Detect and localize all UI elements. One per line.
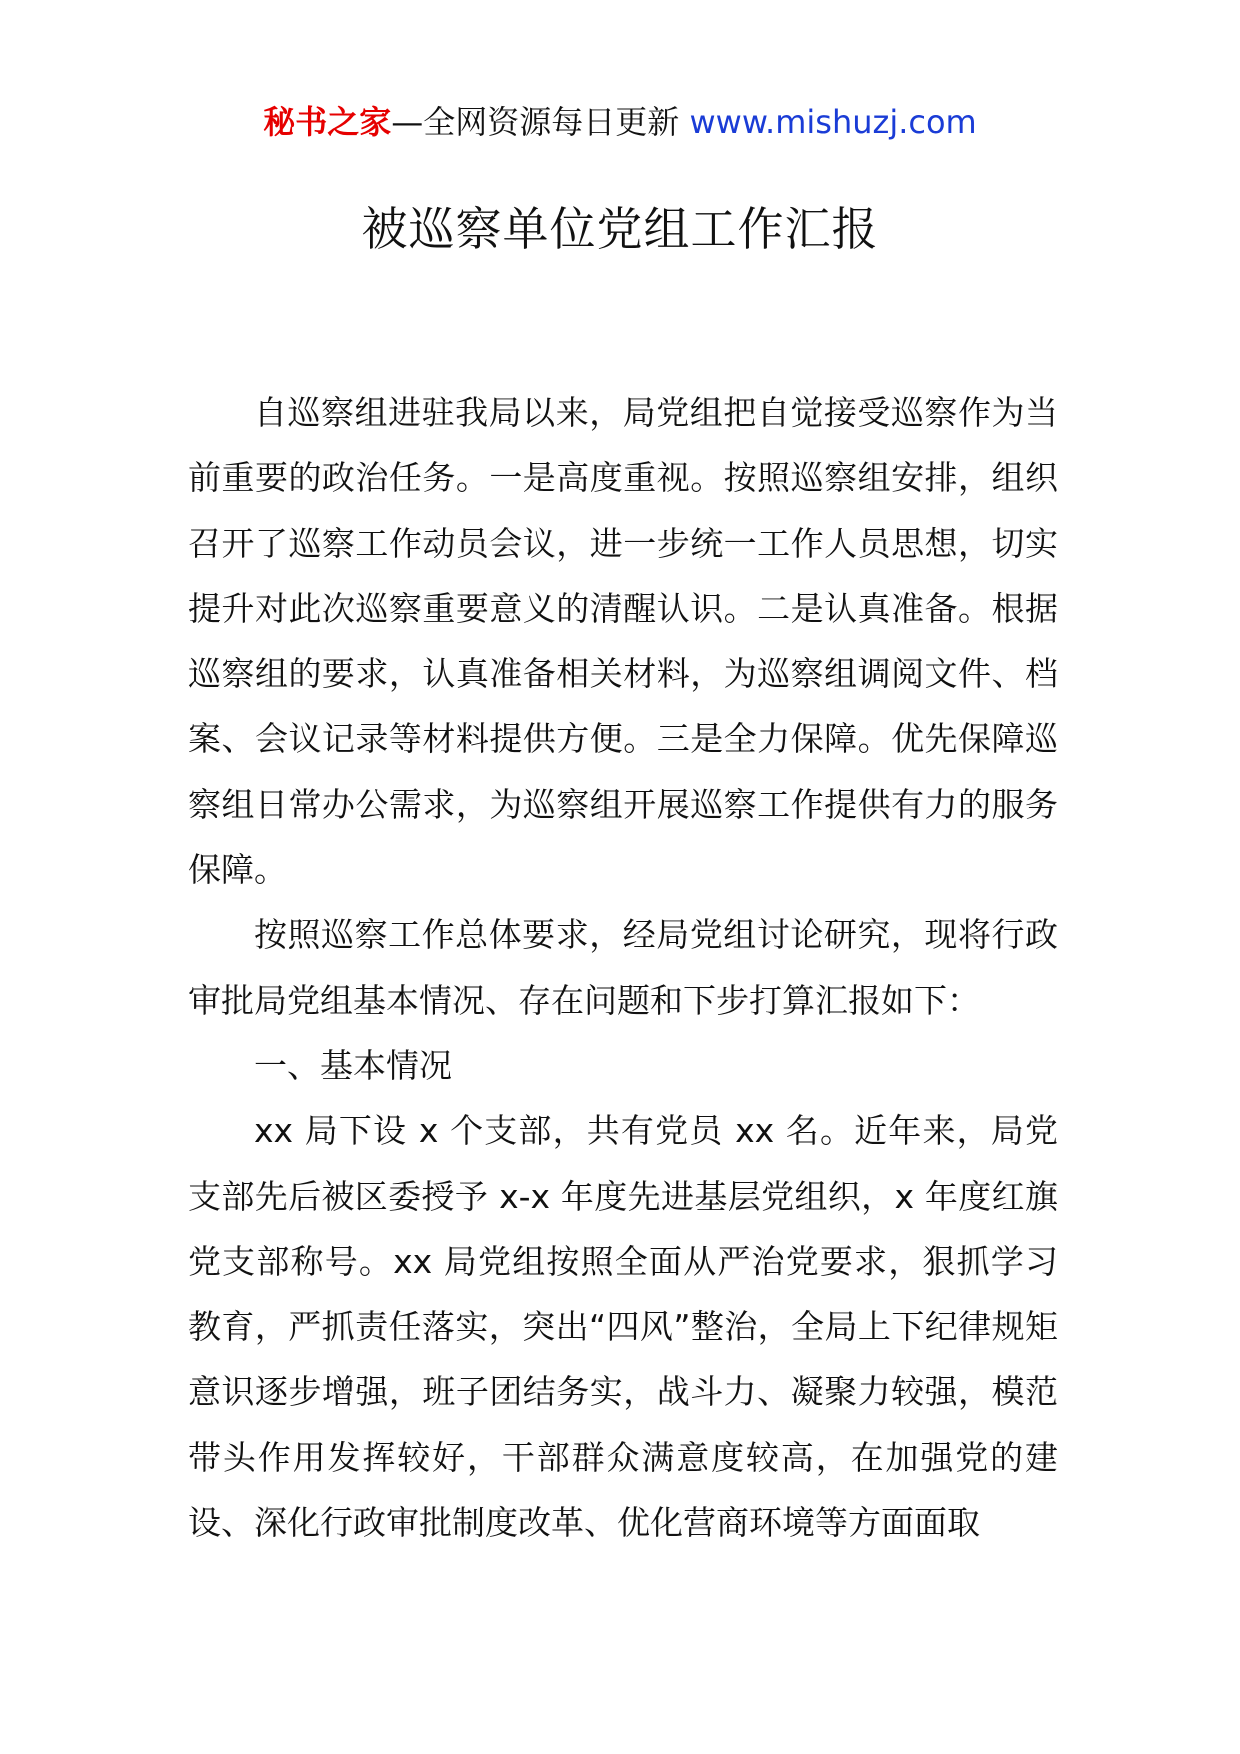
document-body (188, 380, 1058, 1555)
section-heading-basic-situation: 一、基本情况 (254, 1045, 452, 1085)
paragraph-intro: 自巡察组进驻我局以来，局党组把自觉接受巡察作为当前重要的政治任务。一是高度重视。按照巡察组安排，组织召开了巡察工作动员会议，进一步统一工作人员思想，切实提升对此次巡察重要意义的清醒认识。二是认真准备。根据巡察组的要求，认真准备相关材料，为巡察组调阅文件、档案、会议记录等材料提供方便。三是全力保障。优先保障巡察组日常办公需求，为巡察组开展巡察工作提供有力的服务保障。 (188, 393, 1058, 890)
header-slogan: —全网资源每日更新 (391, 103, 690, 141)
site-header (0, 98, 1240, 146)
brand-name: 秘书之家 (263, 103, 392, 141)
paragraph-report-outline: 按照巡察工作总体要求，经局党组讨论研究，现将行政审批局党组基本情况、存在问题和下步打算汇报如下： (188, 915, 1058, 1020)
paragraph-basic-situation: xx 局下设 x 个支部，共有党员 xx 名。近年来，局党支部先后被区委授予 x-x 年度先进基层党组织，x 年度红旗党支部称号。xx 局党组按照全面从严治党要求，狠抓学习教育，严抓责任落实，突出“四风”整治，全局上下纪律规矩意识逐步增强，班子团结务实，战斗力、凝聚力较强，模范带头作用发挥较好，干部群众满意度较高，在加强党的建设、深化行政审批制度改革、优化营商环境等方面面取 (188, 1111, 1058, 1543)
document-title: 被巡察单位党组工作汇报 (361, 202, 879, 256)
site-url-link[interactable]: www.mishuzj.com (689, 103, 977, 141)
